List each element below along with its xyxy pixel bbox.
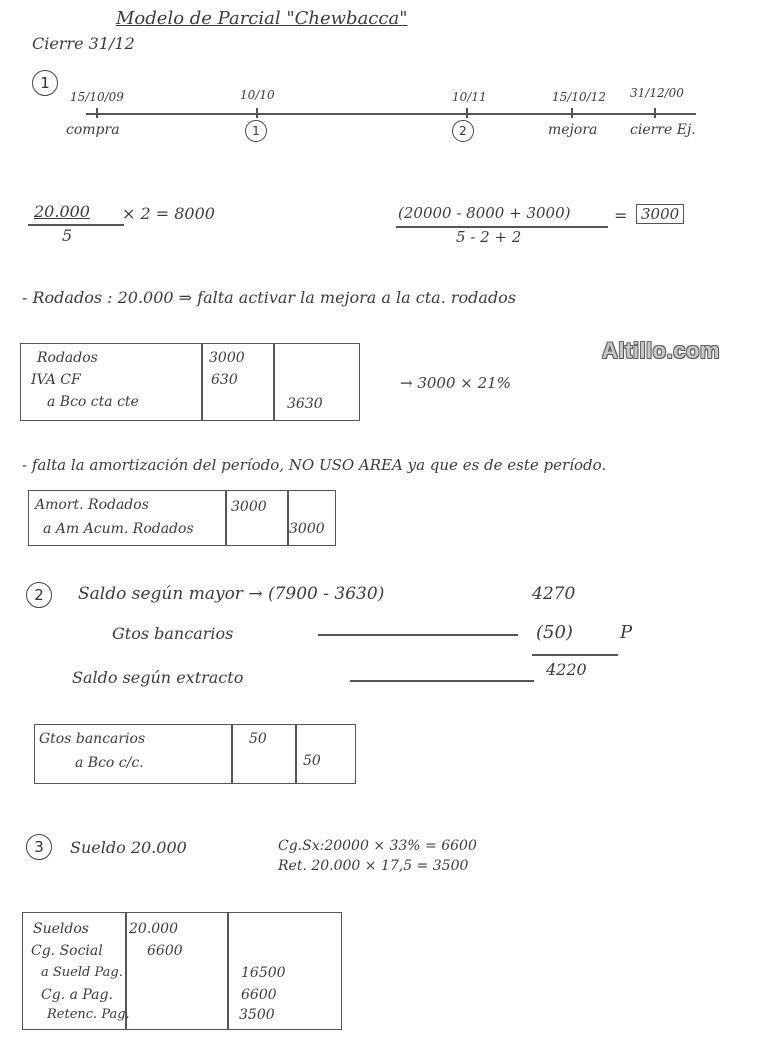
- saldo-extracto-label: Saldo según extracto: [72, 668, 244, 687]
- note-rodados: - Rodados : 20.000 ⇒ falta activar la mejora a la cta. rodados: [22, 288, 517, 307]
- sum-line: [532, 654, 618, 656]
- entry-account: Cg. a Pag.: [41, 987, 113, 1003]
- timeline-tick: [96, 108, 98, 118]
- column-divider: [295, 725, 297, 783]
- column-divider: [273, 344, 275, 420]
- entry-account: IVA CF: [31, 372, 81, 388]
- timeline-label: mejora: [548, 122, 598, 138]
- cargas-sociales-calc: Cg.Sx:20000 × 33% = 6600: [278, 838, 477, 854]
- formula-left-result: × 2 = 8000: [122, 204, 215, 223]
- entry-account: a Bco c/c.: [75, 755, 144, 771]
- formula-right-numerator: (20000 - 8000 + 3000): [398, 204, 571, 222]
- entry-credit: 16500: [241, 965, 286, 981]
- formula-right-equals: =: [614, 206, 628, 225]
- section-3-marker: 3: [26, 834, 52, 860]
- journal-entry-sueldos: [22, 912, 342, 1030]
- entry-credit: 3630: [287, 396, 323, 412]
- formula-left-denominator: 5: [62, 226, 73, 245]
- timeline-date: 31/12/00: [630, 86, 684, 100]
- entry-credit: 3500: [239, 1007, 275, 1023]
- entry-account: Retenc. Pag.: [47, 1007, 130, 1022]
- entry-account: a Bco cta cte: [47, 394, 139, 410]
- column-divider: [227, 913, 229, 1029]
- saldo-mayor-value: 4270: [532, 584, 576, 604]
- entry-debit: 20.000: [129, 921, 178, 937]
- gastos-bancarios-label: Gtos bancarios: [112, 624, 234, 643]
- entry-account: a Sueld Pag.: [41, 965, 123, 980]
- formula-left-numerator: 20.000: [34, 202, 90, 221]
- cierre-date: Cierre 31/12: [32, 34, 135, 53]
- timeline-label: cierre Ej.: [630, 122, 696, 138]
- entry-debit: 630: [211, 372, 238, 388]
- gastos-bancarios-mark: P: [620, 622, 633, 643]
- timeline-label: 1: [245, 120, 267, 142]
- section-1-marker: 1: [32, 70, 58, 96]
- entry-account: Cg. Social: [31, 943, 103, 959]
- entry-debit: 3000: [209, 350, 245, 366]
- journal-entry-gastos: [34, 724, 356, 784]
- entry-credit: 6600: [241, 987, 277, 1003]
- retenciones-calc: Ret. 20.000 × 17,5 = 3500: [278, 858, 469, 874]
- altillo-logo: Altillo.com: [602, 338, 720, 363]
- page-title: Modelo de Parcial "Chewbacca": [116, 8, 408, 29]
- timeline-tick: [466, 108, 468, 118]
- entry-account: a Am Acum. Rodados: [43, 521, 194, 537]
- timeline-date: 15/10/12: [552, 90, 606, 104]
- column-divider: [231, 725, 233, 783]
- entry-credit: 3000: [289, 521, 325, 537]
- saldo-mayor-label: Saldo según mayor → (7900 - 3630): [78, 584, 385, 604]
- journal-entry-rodados: [20, 343, 360, 421]
- entry-debit: 50: [249, 731, 267, 747]
- column-divider: [225, 491, 227, 545]
- entry-credit: 50: [303, 753, 321, 769]
- timeline-label: compra: [66, 122, 120, 138]
- column-divider: [201, 344, 203, 420]
- leader-line: [318, 634, 518, 636]
- arrow-line: [350, 680, 534, 682]
- entry-debit: 3000: [231, 499, 267, 515]
- timeline-tick: [256, 108, 258, 118]
- timeline-date: 10/11: [452, 90, 487, 104]
- gastos-bancarios-value: (50): [536, 622, 573, 643]
- note-amortizacion: - falta la amortización del período, NO USO AREA ya que es de este período.: [22, 456, 607, 474]
- timeline-label: 2: [452, 120, 474, 142]
- saldo-extracto-value: 4220: [546, 660, 587, 679]
- timeline-axis: [86, 113, 696, 115]
- sueldo-label: Sueldo 20.000: [70, 838, 187, 857]
- iva-note: → 3000 × 21%: [400, 374, 511, 392]
- entry-account: Rodados: [37, 350, 98, 366]
- formula-right-result: 3000: [636, 204, 684, 224]
- journal-entry-amortizacion: [28, 490, 336, 546]
- entry-account: Amort. Rodados: [35, 497, 149, 513]
- timeline-tick: [571, 108, 573, 118]
- entry-account: Gtos bancarios: [39, 731, 146, 747]
- entry-account: Sueldos: [33, 921, 89, 937]
- timeline-date: 10/10: [240, 88, 275, 102]
- entry-debit: 6600: [147, 943, 183, 959]
- fraction-bar: [28, 224, 124, 226]
- section-2-marker: 2: [26, 582, 52, 608]
- timeline-date: 15/10/09: [70, 90, 124, 104]
- formula-right-denominator: 5 - 2 + 2: [456, 228, 522, 246]
- timeline-tick: [654, 108, 656, 118]
